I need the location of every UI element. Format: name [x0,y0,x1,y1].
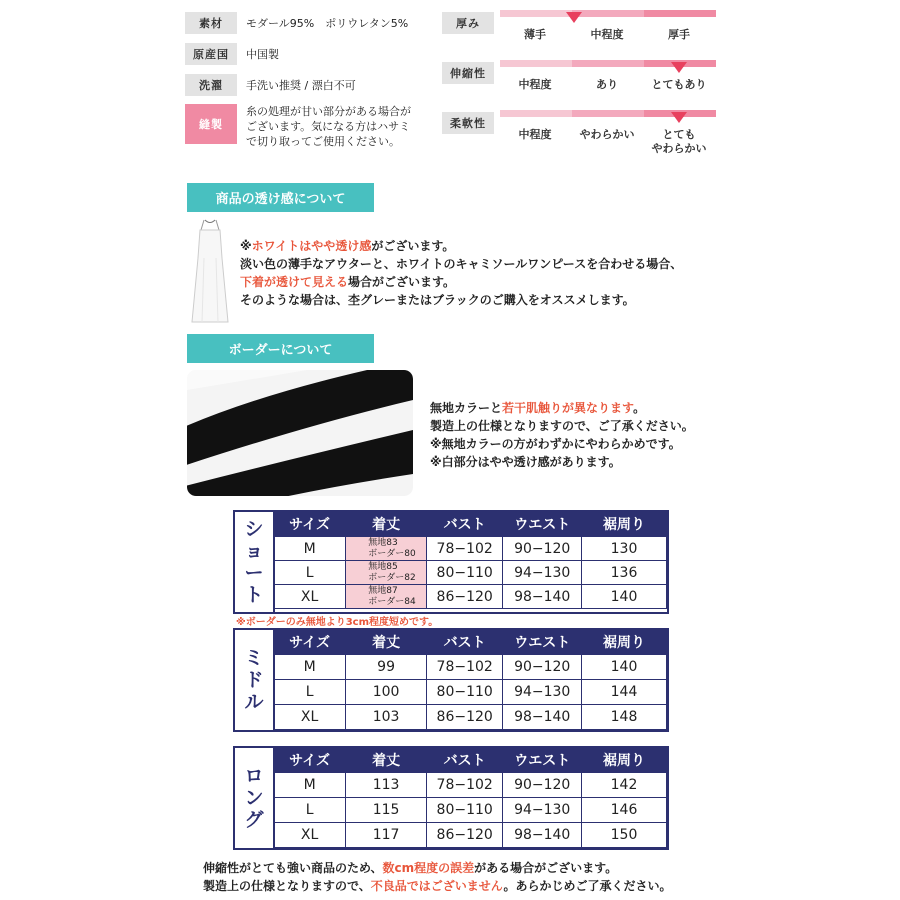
table-cell: 78−102 [426,537,502,561]
table-cell: L [274,561,346,585]
table-row [274,655,667,680]
table-row [274,705,667,730]
table-cell: 94−130 [503,561,582,585]
table-cell: 140 [582,655,667,680]
table-cell: 136 [582,561,667,585]
sheer-line-3 [240,273,455,291]
table-header-cell: ウエスト [503,630,582,655]
text-span: 不良品ではございません [370,879,504,893]
middle-side-label [235,630,275,730]
sheer-line-2: 淡い色の薄手なアウターと、ホワイトのキャミソールワンピースを合わせる場合、 [240,257,683,271]
text-span: ミ [244,647,264,669]
table-header-cell: 着丈 [346,630,427,655]
table-cell: 80−110 [426,798,502,823]
text-span: 無地87 [368,585,398,596]
table-header-cell: ウエスト [503,748,582,773]
long-side-label [235,748,275,848]
text-span: がございます。 [371,239,455,253]
footer-line-2 [203,877,672,895]
table-header-row [274,630,667,655]
table-header-cell: サイズ [274,630,346,655]
sheer-section-title: 商品の透け感について [187,183,374,212]
table-header-row [274,748,667,773]
table-header-row [274,512,667,537]
table-header-cell: 着丈 [346,748,427,773]
table-cell: M [274,773,346,798]
sewing-line: ございます。気になる方はハサミ [246,120,411,133]
table-cell: 80−110 [426,680,502,705]
border-section-title: ボーダーについて [187,334,374,363]
table-cell: 130 [582,537,667,561]
table-header-cell: 裾周り [582,748,667,773]
table-header-cell: サイズ [274,512,346,537]
table-cell: 90−120 [503,773,582,798]
table-cell: 86−120 [426,705,502,730]
thickness-marker [566,12,582,23]
table-cell: 98−140 [503,823,582,848]
table-row [274,798,667,823]
text-span: ボーダー80 [368,548,416,559]
table-header-cell: ウエスト [503,512,582,537]
table-cell [346,561,427,585]
stretch-level-1: 中程度 [518,78,552,91]
table-cell: 140 [582,585,667,609]
table-cell: M [274,655,346,680]
table-row [274,561,667,585]
table-cell: M [274,537,346,561]
long-table-grid [273,748,667,848]
table-cell: 117 [346,823,427,848]
material-label: 素材 [185,12,237,34]
origin-label: 原産国 [185,43,237,65]
border-fabric-image [187,370,413,496]
short-table-grid [273,512,667,609]
table-cell: 86−120 [426,823,502,848]
table-cell: 98−140 [503,705,582,730]
softness-level-2: やわらかい [579,128,635,141]
table-cell: 103 [346,705,427,730]
text-span: ル [244,691,264,713]
short-side-label [235,512,275,612]
stretch-marker [671,62,687,73]
table-row [274,680,667,705]
table-cell: 100 [346,680,427,705]
sheer-line-1 [240,237,454,255]
size-table-long [233,746,669,850]
thickness-level-3: 厚手 [668,28,690,41]
border-line-2: 製造上の仕様となりますので、ご了承ください。 [430,419,694,433]
table-cell: 80−110 [426,561,502,585]
text-span: 無地85 [368,561,398,572]
text-span: ー [244,562,264,584]
size-table-short [233,510,669,614]
short-table-note: ※ボーダーのみ無地より3cm程度短めです。 [236,617,439,628]
text-span: ト [244,584,264,606]
table-cell: XL [274,705,346,730]
size-table-middle [233,628,669,732]
text-span: ホワイトはやや透け感 [251,239,372,253]
thickness-scale-bar [500,10,716,17]
text-span: 下着が透けて見える [240,275,349,289]
border-line-4: ※白部分はやや透け感があります。 [430,455,621,469]
table-header-cell: バスト [426,512,502,537]
text-span: 。あらかじめご了承ください。 [503,879,672,893]
table-header-cell: バスト [426,630,502,655]
table-cell: L [274,798,346,823]
table-cell: 99 [346,655,427,680]
text-span: がある場合がございます。 [474,861,618,875]
table-cell [346,537,427,561]
text-span: ョ [244,540,264,562]
table-header-cell: 裾周り [582,630,667,655]
text-span: ロ [244,765,264,787]
text-span: ド [244,669,264,691]
text-span: 数cm程度の誤差 [382,861,475,875]
text-span: ン [244,787,264,809]
table-cell: 142 [582,773,667,798]
text-span: 伸縮性がとても強い商品のため、 [203,861,383,875]
text-span: シ [244,518,264,540]
thickness-level-1: 薄手 [524,28,546,41]
text-span: ボーダー84 [368,596,416,607]
text-span: 若干肌触りが異なります [502,401,634,415]
middle-table-grid [273,630,667,730]
thickness-level-2: 中程度 [590,28,624,41]
table-cell: XL [274,585,346,609]
text-span: 場合がございます。 [348,275,456,289]
border-line-1 [430,399,645,417]
text-span: ボーダー82 [368,572,416,583]
softness-level-1: 中程度 [518,128,552,141]
white-dress-image [190,218,230,324]
wash-label: 洗濯 [185,74,237,96]
text-span: 製造上の仕様となりますので、 [203,879,371,893]
table-header-cell: バスト [426,748,502,773]
sewing-line: で切り取ってご使用ください。 [246,135,400,148]
table-cell: 113 [346,773,427,798]
sewing-line: 糸の処理が甘い部分がある場合が [246,105,411,118]
thickness-label: 厚み [442,12,494,34]
softness-marker [671,112,687,123]
table-cell: 86−120 [426,585,502,609]
table-header-cell: 着丈 [346,512,427,537]
stretch-level-2: あり [596,78,618,91]
sewing-value [246,104,411,149]
table-cell: 94−130 [503,680,582,705]
sheer-line-4: そのような場合は、杢グレーまたはブラックのご購入をオススメします。 [240,293,635,307]
table-cell: 144 [582,680,667,705]
text-span: 無地83 [368,537,398,548]
origin-value: 中国製 [246,48,279,61]
table-cell: 78−102 [426,655,502,680]
text-span: ※ [240,239,252,253]
table-cell: 94−130 [503,798,582,823]
sewing-label: 縫製 [185,104,237,144]
stretch-level-3: とてもあり [651,78,707,91]
text-span: 無地カラーと [430,401,503,415]
table-row [274,823,667,848]
material-value: モダール95% ポリウレタン5% [246,17,409,30]
table-cell: 148 [582,705,667,730]
table-row [274,585,667,609]
table-cell: 115 [346,798,427,823]
table-cell: 150 [582,823,667,848]
table-cell: 90−120 [503,537,582,561]
table-cell: 90−120 [503,655,582,680]
table-header-cell: サイズ [274,748,346,773]
footer-line-1 [203,859,617,877]
table-cell: L [274,680,346,705]
table-cell: 78−102 [426,773,502,798]
softness-label: 柔軟性 [442,112,494,134]
text-span: 。 [633,401,646,415]
border-line-3: ※無地カラーの方がわずかにやわらかめです。 [430,437,681,451]
table-cell: XL [274,823,346,848]
table-row [274,537,667,561]
table-cell: 146 [582,798,667,823]
table-row [274,773,667,798]
text-span: グ [244,809,264,831]
table-header-cell: 裾周り [582,512,667,537]
stretch-label: 伸縮性 [442,62,494,84]
softness-level-3: とても やわらかい [651,128,707,155]
table-cell: 98−140 [503,585,582,609]
table-cell [346,585,427,609]
wash-value: 手洗い推奨 / 漂白不可 [246,79,356,92]
